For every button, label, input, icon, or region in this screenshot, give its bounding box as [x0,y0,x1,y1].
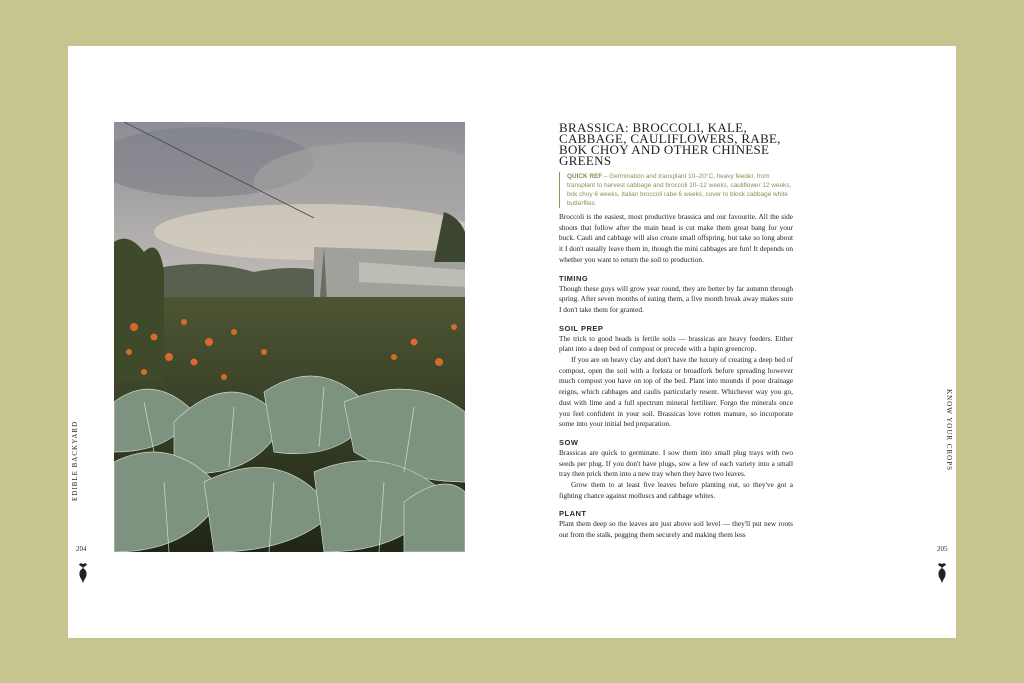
turnip-logo-icon [77,562,89,584]
quick-ref-text: – Germination and transplant 10–20°C, heavy feeder, from transplant to harvest cabbage and broccoli 10–12 weeks, cauliflower 12 weeks, bok choy 6 weeks, Italian broccoli rabe 6 weeks, cover to block cabbage white butterflies [567,173,792,207]
garden-photo [114,122,465,552]
turnip-logo-icon [936,562,948,584]
soil-prep-paragraph: If you are on heavy clay and don't have the luxury of creating a deep bed of compost, open the soil with a forksta or broadfork before spreading however much compost you have on top of the bed. Plant into mounds if poor drainage reigns, which cabbages and caulis particularly resent. Whichever way you go, dust with lime and a full spectrum mineral fertiliser. Forgo the minerals once you feel confident in your soil. Brassicas love rotten manure, so incorporate some into your initial bed preparation. [559,355,793,429]
sow-paragraph: Brassicas are quick to germinate. I sow them into small plug trays with two seeds per plug. If you don't have plugs, sow a few of each variety into a small tray then prick them into a new tray when they have two leaves. [559,447,793,479]
right-folio: KNOW YOUR CROPS [945,389,953,471]
section-heading-soil-prep: SOIL PREP [559,323,604,333]
plant-paragraph: Plant them deep so the leaves are just above soil level — they'll put new roots out from the stalk, pegging them securely and making them less [559,519,793,540]
right-page-number: 205 [937,545,948,553]
section-heading-plant: PLANT [559,509,587,519]
quick-ref-label: QUICK REF [567,173,603,180]
quick-ref [559,172,793,208]
intro-paragraph: Broccoli is the easiest, most productive brassica and our favourite. All the side shoots that follow after the main head is cut make them great bang for your buck. Cauli and cabbage will also create small offspring, but take so long about it I don't usually leave them in, though the mini cabbages are fun! It depends on whether you want to return the soil to production. [559,212,793,264]
sow-paragraph: Grow them to at least five leaves before planting out, so they've got a fighting chance against molluscs and cabbage whites. [559,480,793,500]
section-heading-timing: TIMING [559,273,589,283]
soil-prep-paragraph: The trick to good heads is fertile soils — brassicas are heavy feeders. Either plant into a deep bed of compost or precede with a lupin greencrop. [559,333,793,354]
section-heading-sow: SOW [559,437,579,447]
timing-paragraph: Though these guys will grow year round, they are better by far autumn through spring. After seven months of eating them, a five month break away makes sure I don't take them for granted. [559,283,793,314]
article-title: BRASSICA: BROCCOLI, KALE, CABBAGE, CAULIFLOWERS, RABE, BOK CHOY AND OTHER CHINESE GREENS [559,120,781,168]
left-page-number: 204 [76,545,87,553]
article-column [559,122,793,541]
left-folio: EDIBLE BACKYARD [71,420,79,501]
book-spread [68,46,956,638]
